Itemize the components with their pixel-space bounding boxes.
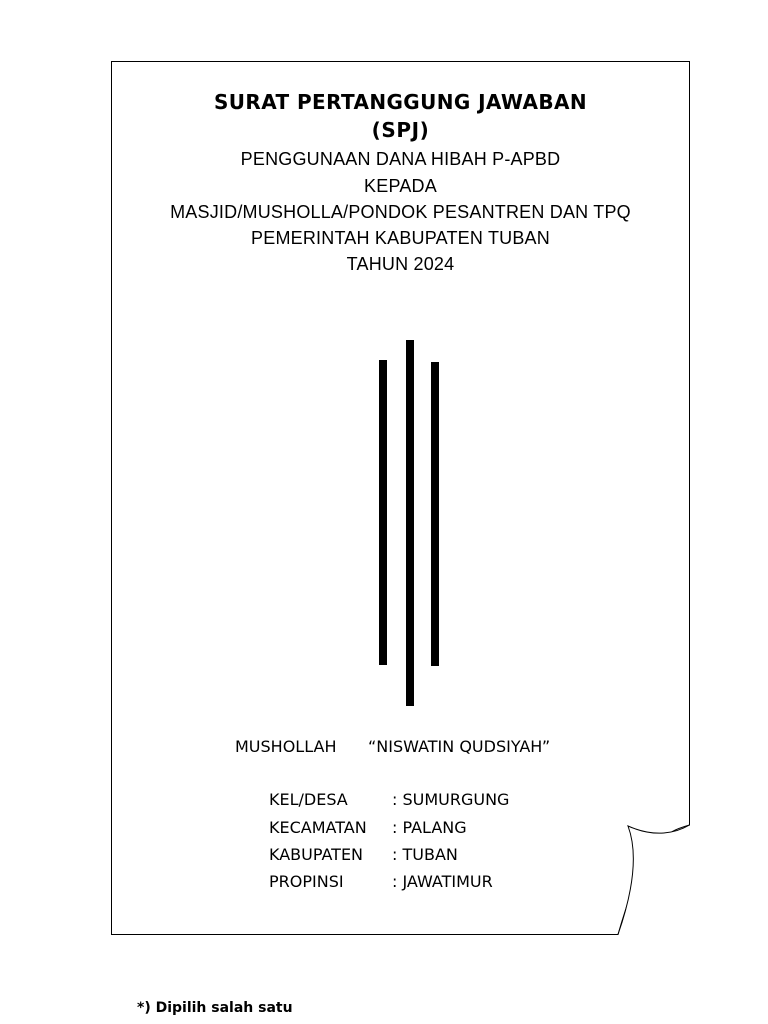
decorative-bar-right	[431, 362, 439, 666]
decorative-bar-center	[406, 340, 414, 706]
subtitle-line: MASJID/MUSHOLLA/PONDOK PESANTREN DAN TPQ	[170, 202, 631, 222]
detail-label-kecamatan: KECAMATAN	[269, 818, 367, 837]
institution-type: MUSHOLLAH	[235, 737, 337, 756]
decorative-bar-left	[379, 360, 387, 665]
subtitle-line: PEMERINTAH KABUPATEN TUBAN	[251, 228, 550, 248]
document-title: SURAT PERTANGGUNG JAWABAN	[213, 90, 588, 114]
detail-value-propinsi: : JAWATIMUR	[392, 872, 493, 891]
detail-value-kecamatan: : PALANG	[392, 818, 467, 837]
detail-label-propinsi: PROPINSI	[269, 872, 344, 891]
institution-name: “NISWATIN QUDSIYAH”	[368, 737, 551, 756]
document-title-abbreviation: (SPJ)	[371, 118, 430, 142]
detail-label-kel-desa: KEL/DESA	[269, 790, 348, 809]
footnote: *) Dipilih salah satu	[137, 1000, 293, 1016]
detail-label-kabupaten: KABUPATEN	[269, 845, 364, 864]
detail-value-kel-desa: : SUMURGUNG	[392, 790, 510, 809]
subtitle-line: PENGGUNAAN DANA HIBAH P-APBD	[240, 149, 561, 169]
subtitle-line: TAHUN 2024	[346, 254, 455, 274]
detail-value-kabupaten: : TUBAN	[392, 845, 458, 864]
subtitle-line: KEPADA	[364, 176, 437, 196]
